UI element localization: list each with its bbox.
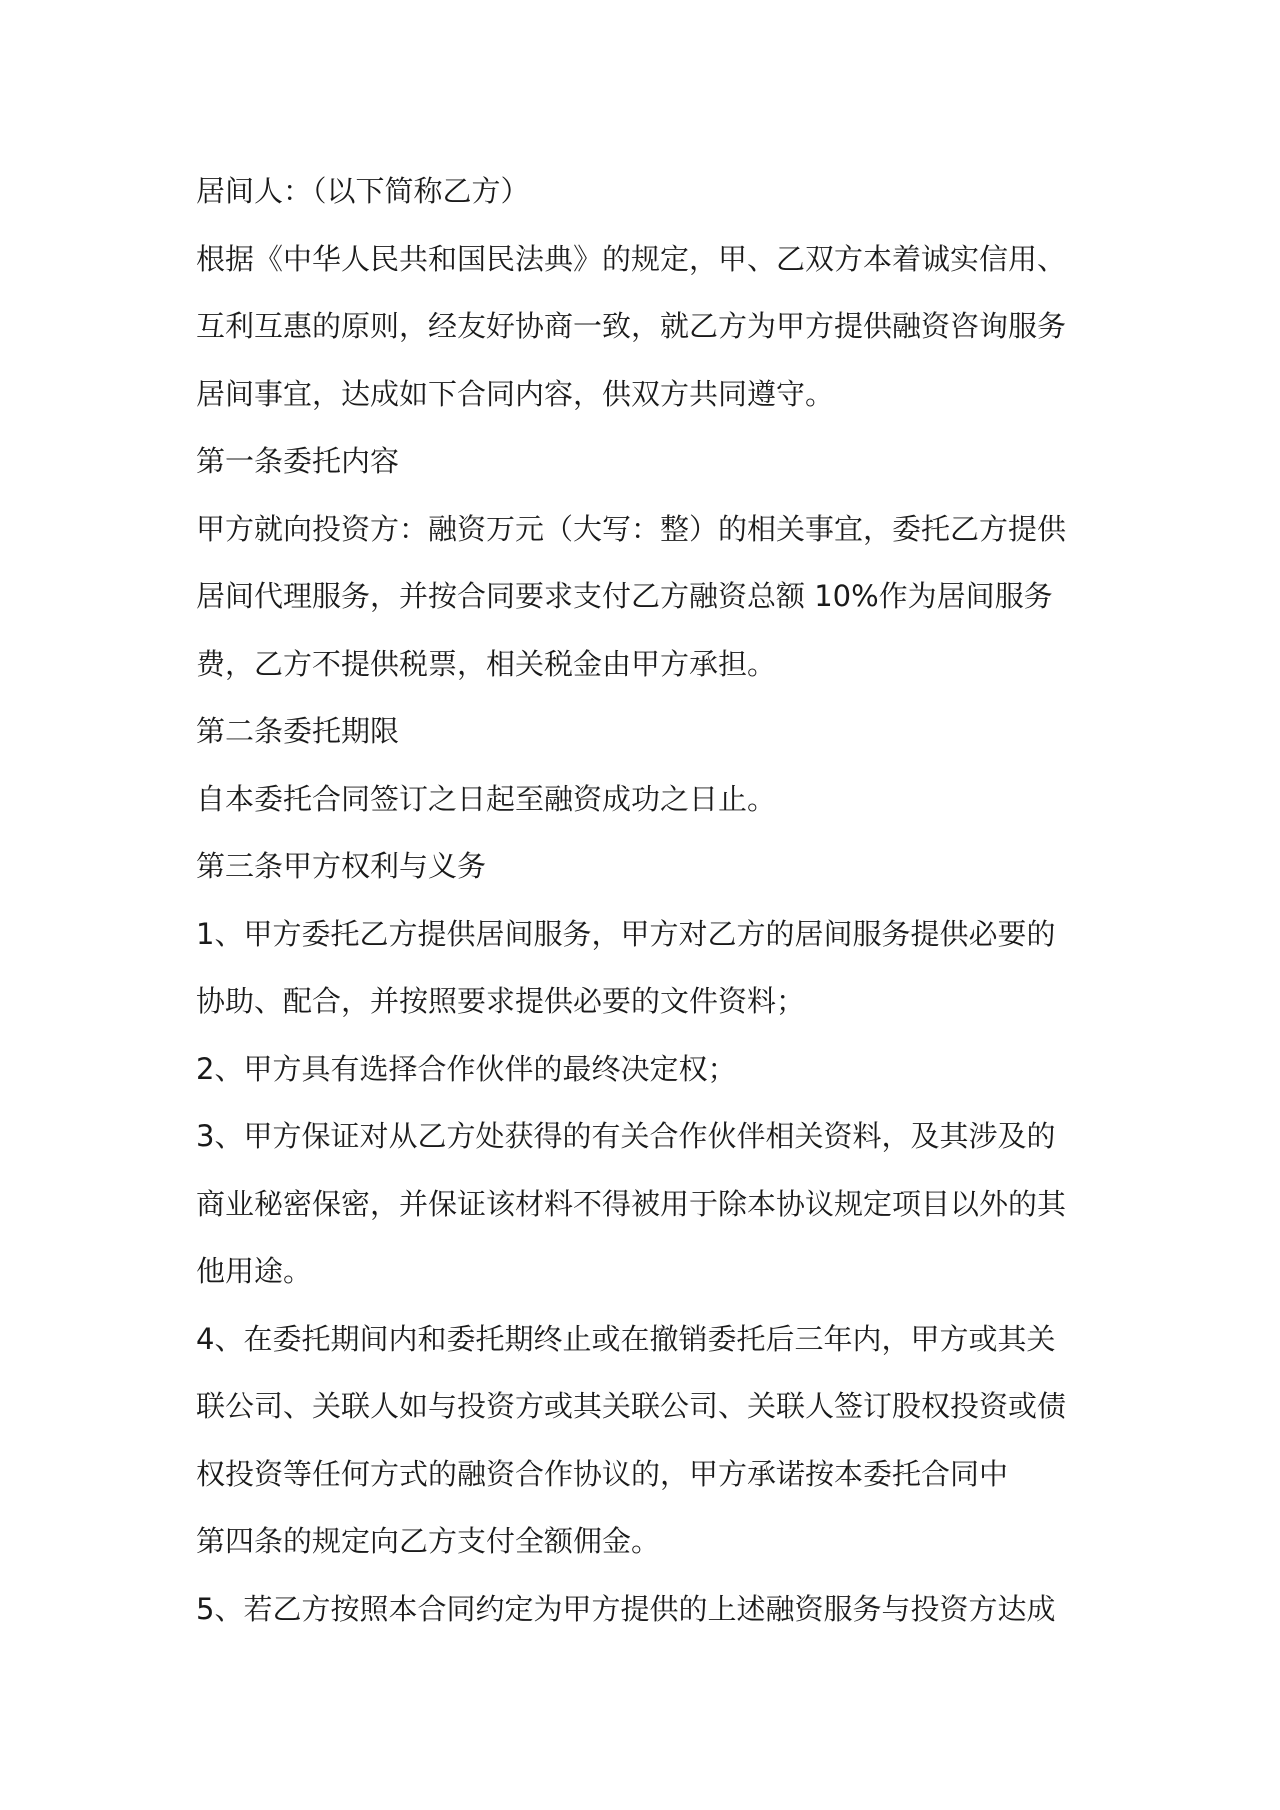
preamble-paragraph: 根据《中华人民共和国民法典》的规定，甲、乙双方本着诚实信用、 互利互惠的原则，经友好协商一致，就乙方为甲方提供融资咨询服务 居间事宜，达成如下合同内容，供双方共同遵守。: [196, 241, 1067, 411]
contract-text: [196, 158, 1096, 1643]
article3-item-1: 1、甲方委托乙方提供居间服务，甲方对乙方的居间服务提供必要的 协助、配合，并按照要求提供必要的文件资料；: [196, 916, 1056, 1018]
article3-item-5: 5、若乙方按照本合同约定为甲方提供的上述融资服务与投资方达成: [196, 1591, 1056, 1626]
article3-item-2: 2、甲方具有选择合作伙伴的最终决定权；: [196, 1051, 737, 1086]
article1-paragraph: 甲方就向投资方：融资万元（大写：整）的相关事宜，委托乙方提供 居间代理服务，并按合同要求支付乙方融资总额 10%作为居间服务 费，乙方不提供税票，相关税金由甲方承担。: [196, 511, 1067, 681]
article3-item-4: 4、在委托期间内和委托期终止或在撤销委托后三年内，甲方或其关 联公司、关联人如与投资方或其关联公司、关联人签订股权投资或债 权投资等任何方式的融资合作协议的，甲方承诺按本委托合同中 第四条的规定向乙方支付全额佣金。: [196, 1321, 1067, 1558]
article3-heading: 第三条甲方权利与义务: [196, 849, 487, 883]
article1-heading: 第一条委托内容: [196, 444, 400, 478]
party-b-line: 居间人：（以下简称乙方）: [196, 174, 530, 208]
article2-paragraph: 自本委托合同签订之日起至融资成功之日止。: [196, 781, 777, 816]
article3-item-3: 3、甲方保证对从乙方处获得的有关合作伙伴相关资料，及其涉及的 商业秘密保密，并保证该材料不得被用于除本协议规定项目以外的其 他用途。: [196, 1119, 1067, 1288]
article2-heading: 第二条委托期限: [196, 714, 400, 748]
